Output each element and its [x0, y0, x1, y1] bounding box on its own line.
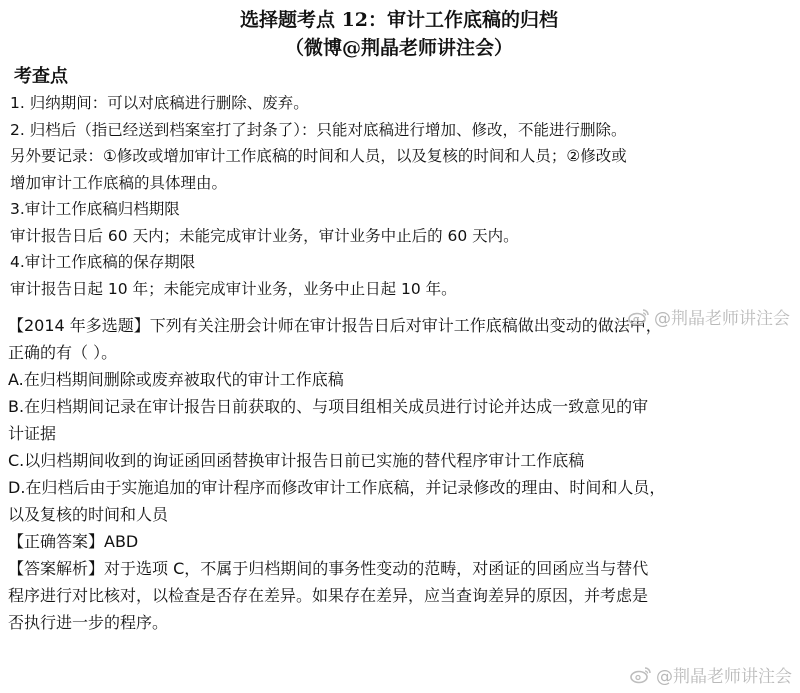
- option-b: B.在归档期间记录在审计报告日前获取的、与项目组相关成员进行讨论并达成一致意见的审: [8, 397, 649, 416]
- key-point-line: 4.审计工作底稿的保存期限: [10, 253, 196, 271]
- answer-line: 【正确答案】ABD: [8, 532, 139, 551]
- key-points-heading: 考查点: [14, 66, 68, 87]
- question-line: 正确的有（ ）。: [8, 343, 118, 362]
- watermark-text: @荆晶老师讲注会: [654, 309, 790, 329]
- key-point-line: 另外要记录：①修改或增加审计工作底稿的时间和人员，以及复核的时间和人员；②修改或: [10, 147, 627, 165]
- watermark: [630, 662, 792, 687]
- analysis-line: 否执行进一步的程序。: [8, 613, 169, 632]
- question-line: 【2014 年多选题】下列有关注册会计师在审计报告日后对审计工作底稿做出变动的做法中，: [8, 316, 662, 335]
- page-title: 选择题考点 12：审计工作底稿的归档: [239, 9, 559, 31]
- option-d: D.在归档后由于实施追加的审计程序而修改审计工作底稿，并记录修改的理由、时间和人员，: [8, 478, 666, 497]
- weibo-icon: [628, 308, 650, 326]
- question-section: [8, 312, 790, 636]
- key-point-line: 3.审计工作底稿归档期限: [10, 200, 180, 218]
- option-c: C.以归档期间收到的询证函回函替换审计报告日前已实施的替代程序审计工作底稿: [8, 451, 585, 470]
- key-point-line: 审计报告日后 60 天内；未能完成审计业务，审计业务中止后的 60 天内。: [10, 226, 519, 245]
- weibo-icon: [630, 666, 652, 684]
- option-a: A.在归档期间删除或废弃被取代的审计工作底稿: [8, 370, 344, 389]
- key-point-line: 增加审计工作底稿的具体理由。: [10, 173, 228, 192]
- analysis-line: 程序进行对比核对，以检查是否存在差异。如果存在差异，应当查询差异的原因，并考虑是: [8, 586, 649, 605]
- watermark: [628, 304, 790, 329]
- key-point-line: 审计报告日起 10 年；未能完成审计业务，业务中止日起 10 年。: [10, 279, 457, 298]
- key-points-section: [8, 64, 790, 302]
- analysis-line: 【答案解析】对于选项 C，不属于归档期间的事务性变动的范畴，对函证的回函应当与替代: [8, 559, 649, 578]
- option-d-cont: 以及复核的时间和人员: [8, 505, 169, 524]
- watermark-text: @荆晶老师讲注会: [656, 667, 792, 687]
- option-b-cont: 计证据: [8, 424, 57, 443]
- page-subtitle: （微博@荆晶老师讲注会）: [284, 37, 513, 59]
- key-point-line: 1. 归纳期间：可以对底稿进行删除、废弃。: [10, 94, 309, 112]
- key-point-line: 2. 归档后（指已经送到档案室打了封条了）：只能对底稿进行增加、修改，不能进行删除。: [10, 120, 627, 139]
